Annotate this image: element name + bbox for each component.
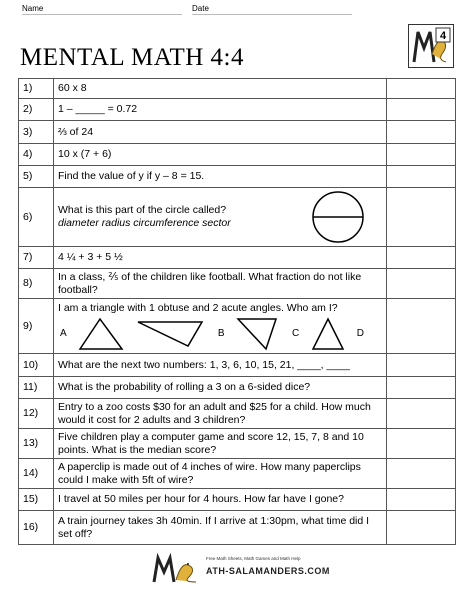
- question-row: [19, 299, 456, 354]
- question-text: 60 x 8: [54, 79, 387, 99]
- question-number: 13): [19, 429, 54, 459]
- question-number: 4): [19, 144, 54, 166]
- question-number: 15): [19, 489, 54, 511]
- triangle-b: [136, 320, 206, 348]
- answer-box[interactable]: [387, 299, 456, 354]
- question-row: [19, 166, 456, 188]
- question-row: [19, 511, 456, 545]
- question-text: Find the value of y if y – 8 = 15.: [54, 166, 387, 188]
- name-line: [22, 14, 182, 15]
- question-text: What are the next two numbers: 1, 3, 6, 10, 15, 21, ____, ____: [54, 354, 387, 377]
- salamander-logo: [408, 24, 454, 68]
- question-number: 6): [19, 188, 54, 247]
- question-number: 12): [19, 399, 54, 429]
- question-cell: [54, 299, 387, 354]
- answer-box[interactable]: [387, 166, 456, 188]
- question-text: I travel at 50 miles per hour for 4 hours. How far have I gone?: [54, 489, 387, 511]
- question-row: [19, 399, 456, 429]
- question-row: [19, 354, 456, 377]
- date-label: Date: [192, 4, 209, 13]
- question-text: 1 – _____ = 0.72: [54, 99, 387, 121]
- question-text: I am a triangle with 1 obtuse and 2 acute angles. Who am I?: [58, 301, 338, 314]
- question-row: [19, 429, 456, 459]
- question-text: 4 ¼ + 3 + 5 ½: [54, 247, 387, 269]
- page-title: MENTAL MATH 4:4: [20, 44, 245, 71]
- answer-box[interactable]: [387, 188, 456, 247]
- question-row: [19, 121, 456, 144]
- question-row: [19, 377, 456, 399]
- question-text: What is the probability of rolling a 3 on a 6-sided dice?: [54, 377, 387, 399]
- answer-choices: diameter radius circumference sector: [58, 217, 231, 229]
- question-text: Entry to a zoo costs $30 for an adult and $25 for a child. How much would it cost for 2 adults and 3 children?: [54, 399, 387, 429]
- question-number: 10): [19, 354, 54, 377]
- answer-box[interactable]: [387, 489, 456, 511]
- question-number: 1): [19, 79, 54, 99]
- question-number: 7): [19, 247, 54, 269]
- answer-box[interactable]: [387, 459, 456, 489]
- triangle-c: [236, 317, 280, 351]
- answer-box[interactable]: [387, 377, 456, 399]
- question-cell: [54, 188, 387, 247]
- footer: [150, 552, 370, 584]
- answer-box[interactable]: [387, 511, 456, 545]
- footer-tagline: Free Math Sheets, Math Games and Math Help: [206, 556, 301, 561]
- question-row: [19, 247, 456, 269]
- question-number: 16): [19, 511, 54, 545]
- question-number: 8): [19, 269, 54, 299]
- question-text: In a class, ⅖ of the children like football. What fraction do not like football?: [54, 269, 387, 299]
- question-row: [19, 99, 456, 121]
- questions-table: [18, 78, 456, 545]
- question-row: [19, 489, 456, 511]
- question-text: 10 x (7 + 6): [54, 144, 387, 166]
- triangle-a: [78, 317, 124, 351]
- triangle-label: B: [217, 328, 225, 339]
- question-text: What is this part of the circle called?: [58, 204, 227, 216]
- question-text: ⅔ of 24: [54, 121, 387, 144]
- answer-box[interactable]: [387, 247, 456, 269]
- footer-brand[interactable]: ATH-SALAMANDERS.COM: [206, 566, 330, 576]
- answer-box[interactable]: [387, 121, 456, 144]
- question-row: [19, 79, 456, 99]
- triangle-d: [311, 317, 345, 351]
- date-line: [192, 14, 352, 15]
- triangle-label: A: [60, 328, 67, 339]
- question-number: 14): [19, 459, 54, 489]
- circle-diagram: [302, 189, 374, 245]
- answer-box[interactable]: [387, 99, 456, 121]
- answer-box[interactable]: [387, 144, 456, 166]
- answer-box[interactable]: [387, 399, 456, 429]
- question-row: [19, 459, 456, 489]
- question-row: [19, 144, 456, 166]
- answer-box[interactable]: [387, 269, 456, 299]
- salamander-footer-logo: [150, 552, 204, 584]
- triangle-label: D: [356, 328, 364, 339]
- question-text: A paperclip is made out of 4 inches of wire. How many paperclips could I make with 5ft of wire?: [54, 459, 387, 489]
- triangle-label: C: [292, 328, 300, 339]
- logo-number: 4: [439, 30, 447, 42]
- answer-box[interactable]: [387, 354, 456, 377]
- question-row: [19, 188, 456, 247]
- question-text: Five children play a computer game and score 12, 15, 7, 8 and 10 points. What is the median score?: [54, 429, 387, 459]
- question-number: 9): [19, 299, 54, 354]
- answer-box[interactable]: [387, 79, 456, 99]
- question-number: 3): [19, 121, 54, 144]
- question-number: 5): [19, 166, 54, 188]
- name-label: Name: [22, 4, 44, 13]
- question-text: A train journey takes 3h 40min. If I arrive at 1:30pm, what time did I set off?: [54, 511, 387, 545]
- question-row: [19, 269, 456, 299]
- question-number: 2): [19, 99, 54, 121]
- question-number: 11): [19, 377, 54, 399]
- answer-box[interactable]: [387, 429, 456, 459]
